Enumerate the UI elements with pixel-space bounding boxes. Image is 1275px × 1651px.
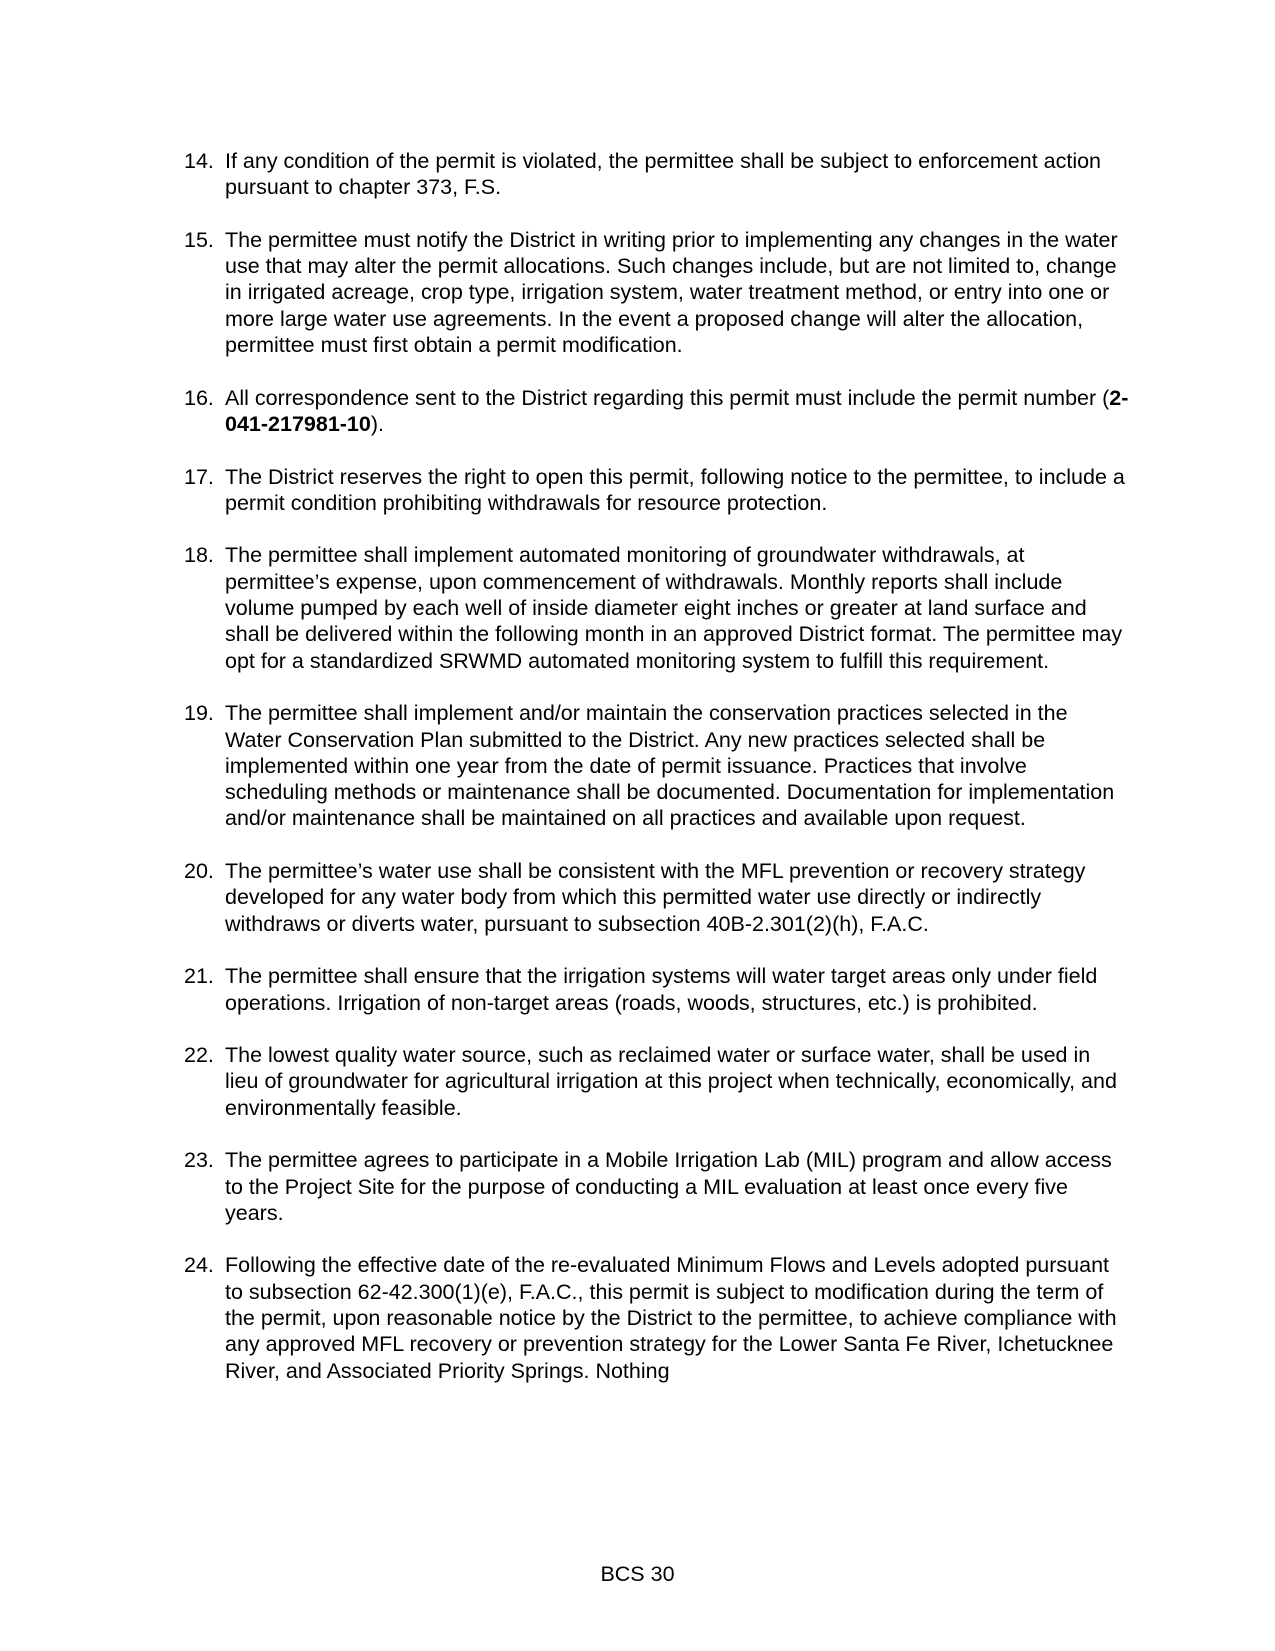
condition-16 [184,385,1129,438]
condition-number: 24. [184,1253,214,1278]
condition-text: The District reserves the right to open this permit, following notice to the permittee, to include a permit condition prohibiting withdrawals for resource protection. [225,464,1125,515]
condition-text: The permittee must notify the District in writing prior to implementing any changes in the water use that may alter the permit allocations. Such changes include, but are not limited to, change in irrigated acreage, crop type, irrigation system, water treatment method, or entry into one or more large water use agreements. In the event a proposed change will alter the allocation, permittee must first obtain a permit modification. [225,227,1118,358]
condition-21 [184,963,1129,1016]
condition-number: 21. [184,964,214,989]
condition-14 [184,148,1129,201]
condition-text-after: ). [370,411,384,436]
condition-17 [184,464,1129,517]
condition-number: 20. [184,859,214,884]
condition-22 [184,1042,1129,1121]
condition-24 [184,1252,1129,1383]
permit-number: 2-041-217981-10 [225,385,1129,436]
condition-text [225,385,1129,438]
condition-number: 14. [184,149,214,173]
condition-number: 16. [184,385,214,410]
page-label: BCS 30 [600,1562,675,1586]
condition-15 [184,227,1129,358]
condition-18 [184,542,1129,673]
condition-number: 19. [184,701,214,726]
condition-19 [184,700,1129,831]
condition-text: The permittee agrees to participate in a Mobile Irrigation Lab (MIL) program and allow access to the Project Site for the purpose of conducting a MIL evaluation at least once every five years. [225,1148,1112,1225]
condition-text: The permittee shall ensure that the irrigation systems will water target areas only under field operations. Irrigation of non-target areas (roads, woods, structures, etc.) is prohibited. [225,964,1098,1015]
condition-number: 18. [184,543,214,568]
condition-text: The permittee shall implement automated monitoring of groundwater withdrawals, at permittee’s expense, upon commencement of withdrawals. Monthly reports shall include volume pumped by each well of inside diameter eight inches or greater at land surface and shall be delivered within the following month in an approved District format. The permittee may opt for a standardized SRWMD automated monitoring system to fulfill this requirement. [225,543,1123,673]
condition-number: 15. [184,227,214,252]
condition-number: 22. [184,1043,214,1068]
condition-number: 17. [184,464,214,489]
condition-number: 23. [184,1148,214,1173]
page-footer [0,1561,1275,1587]
condition-text: The lowest quality water source, such as reclaimed water or surface water, shall be used in lieu of groundwater for agricultural irrigation at this project when technically, economically, and environmentally feasible. [225,1043,1117,1120]
condition-23 [184,1147,1129,1226]
permit-conditions-list [184,148,1129,1410]
condition-text: The permittee’s water use shall be consistent with the MFL prevention or recovery strategy developed for any water body from which this permitted water use directly or indirectly withdraws or diverts water, pursuant to subsection 40B-2.301(2)(h), F.A.C. [225,859,1086,936]
condition-20 [184,858,1129,937]
condition-text-before: All correspondence sent to the District regarding this permit must include the permit number ( [225,385,1110,410]
condition-text: The permittee shall implement and/or maintain the conservation practices selected in the Water Conservation Plan submitted to the District. Any new practices selected shall be implemented within one year from the date of permit issuance. Practices that involve scheduling methods or maintenance shall be documented. Documentation for implementation and/or maintenance shall be maintained on all practices and available upon request. [225,701,1115,831]
condition-text: If any condition of the permit is violated, the permittee shall be subject to enforcement action pursuant to chapter 373, F.S. [225,149,1102,200]
condition-text: Following the effective date of the re-evaluated Minimum Flows and Levels adopted pursuant to subsection 62-42.300(1)(e), F.A.C., this permit is subject to modification during the term of the permit, upon reasonable notice by the District to the permittee, to achieve compliance with any approved MFL recovery or prevention strategy for the Lower Santa Fe River, Ichetucknee River, and Associated Priority Springs. Nothing [225,1253,1117,1383]
